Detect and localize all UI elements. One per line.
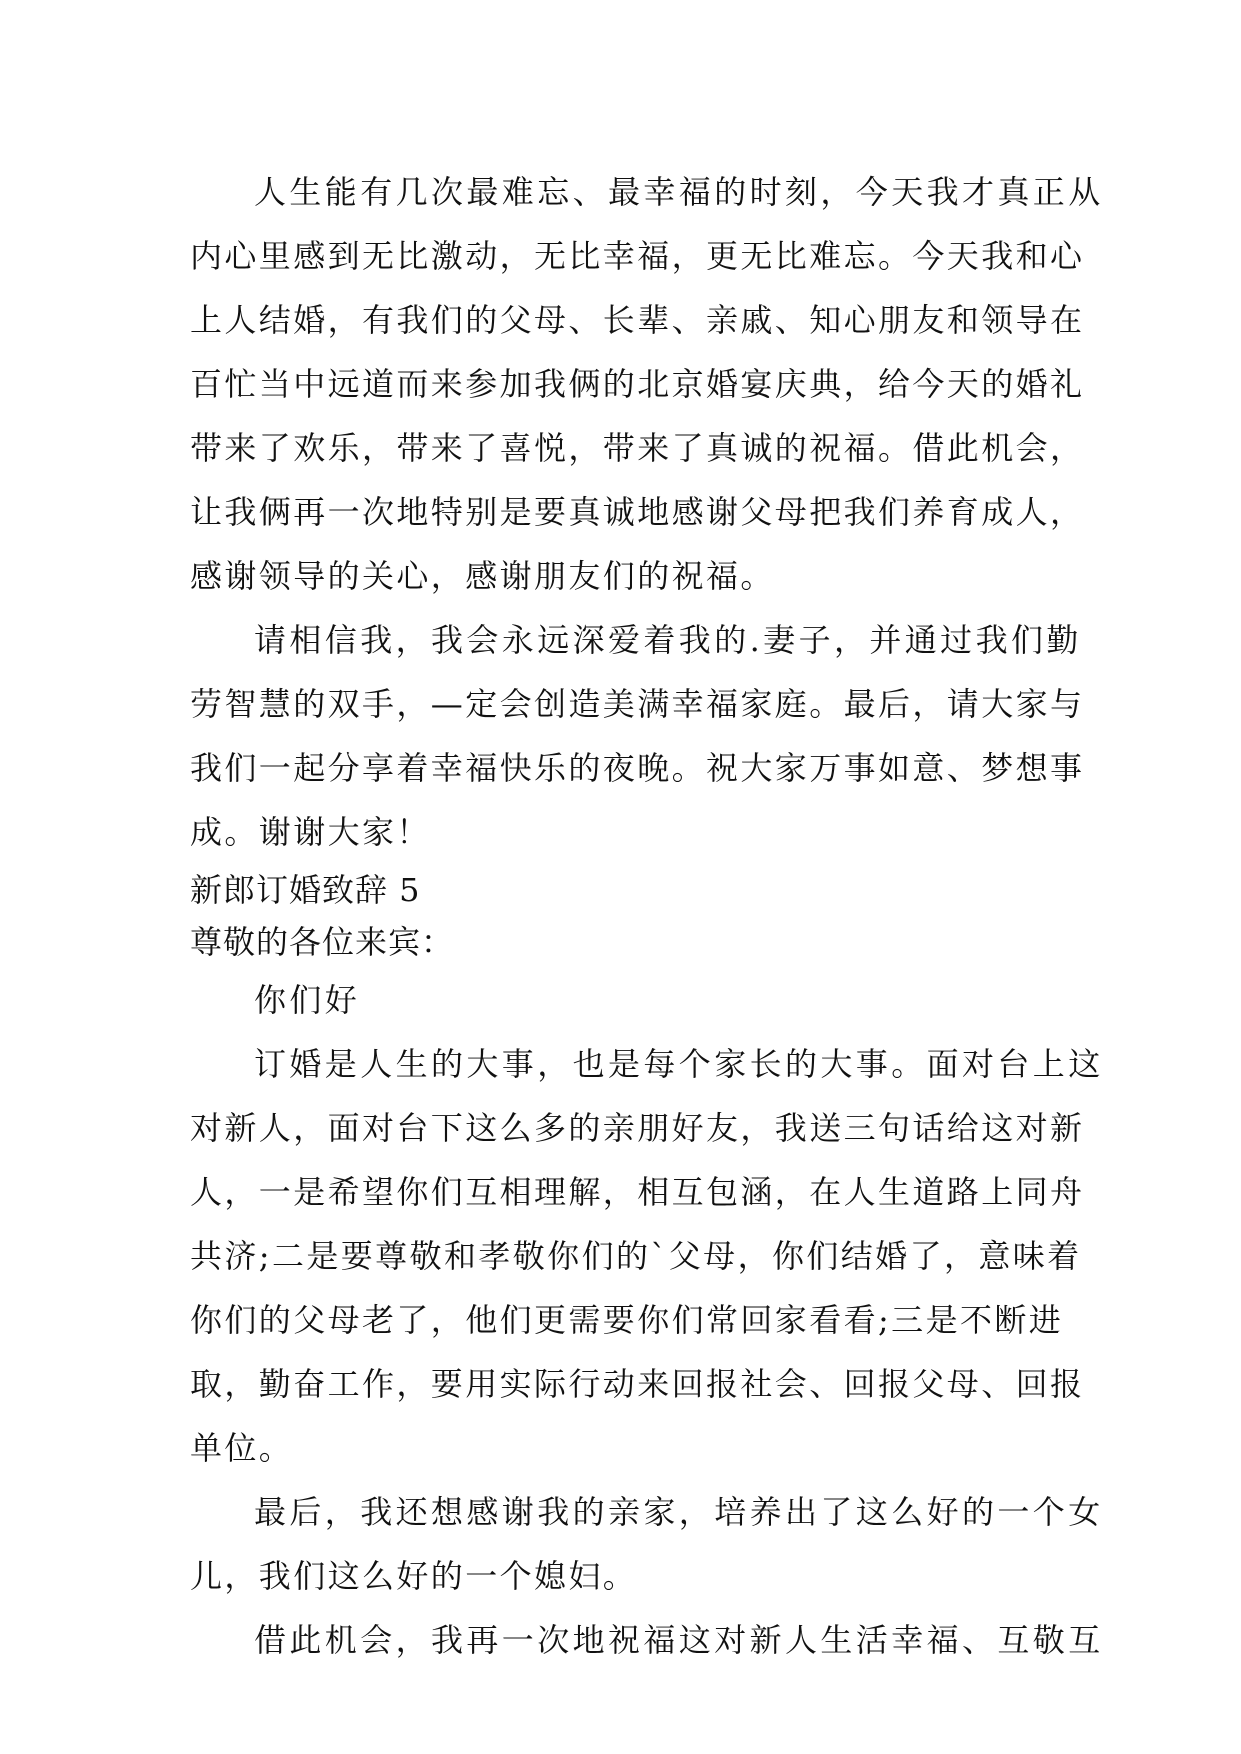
paragraph-line: 取，勤奋工作，要用实际行动来回报社会、回报父母、回报 bbox=[190, 1365, 1085, 1403]
paragraph-line: 最后，我还想感谢我的亲家，培养出了这么好的一个女 bbox=[254, 1493, 1104, 1531]
paragraph-line: 借此机会，我再一次地祝福这对新人生活幸福、互敬互 bbox=[254, 1621, 1104, 1659]
paragraph-line: 成。谢谢大家！ bbox=[190, 813, 431, 851]
salutation: 尊敬的各位来宾： bbox=[190, 923, 455, 961]
paragraph-line: 单位。 bbox=[190, 1429, 294, 1467]
paragraph-line: 让我俩再一次地特别是要真诚地感谢父母把我们养育成人， bbox=[190, 493, 1085, 531]
paragraph-line: 订婚是人生的大事，也是每个家长的大事。面对台上这 bbox=[254, 1045, 1104, 1083]
paragraph-1 bbox=[190, 160, 1104, 608]
greeting: 你们好 bbox=[254, 981, 361, 1019]
paragraph-line: 我们一起分享着幸福快乐的夜晚。祝大家万事如意、梦想事 bbox=[190, 749, 1085, 787]
paragraph-line: 人生能有几次最难忘、最幸福的时刻，今天我才真正从 bbox=[254, 173, 1104, 211]
paragraph-5 bbox=[190, 1608, 1104, 1672]
section-title: 新郎订婚致辞 5 bbox=[190, 871, 421, 909]
paragraph-line: 你们的父母老了，他们更需要你们常回家看看;三是不断进 bbox=[190, 1301, 1064, 1339]
paragraph-line: 劳智慧的双手，—定会创造美满幸福家庭。最后，请大家与 bbox=[190, 685, 1085, 723]
paragraph-line: 儿，我们这么好的一个媳妇。 bbox=[190, 1557, 638, 1595]
paragraph-line: 感谢领导的关心，感谢朋友们的祝福。 bbox=[190, 557, 775, 595]
paragraph-4 bbox=[190, 1480, 1104, 1608]
paragraph-line: 百忙当中远道而来参加我俩的北京婚宴庆典，给今天的婚礼 bbox=[190, 365, 1085, 403]
paragraph-line: 共济;二是要尊敬和孝敬你们的`父母，你们结婚了，意味着 bbox=[190, 1237, 1082, 1275]
document-body bbox=[190, 160, 1104, 1672]
paragraph-line: 内心里感到无比激动，无比幸福，更无比难忘。今天我和心 bbox=[190, 237, 1085, 275]
paragraph-line: 带来了欢乐，带来了喜悦，带来了真诚的祝福。借此机会， bbox=[190, 429, 1085, 467]
paragraph-3 bbox=[190, 1032, 1104, 1480]
paragraph-line: 上人结婚，有我们的父母、长辈、亲戚、知心朋友和领导在 bbox=[190, 301, 1085, 339]
paragraph-line: 人，一是希望你们互相理解，相互包涵，在人生道路上同舟 bbox=[190, 1173, 1085, 1211]
paragraph-line: 请相信我，我会永远深爱着我的.妻子，并通过我们勤 bbox=[254, 621, 1082, 659]
paragraph-2 bbox=[190, 608, 1085, 864]
paragraph-line: 对新人，面对台下这么多的亲朋好友，我送三句话给这对新 bbox=[190, 1109, 1085, 1147]
